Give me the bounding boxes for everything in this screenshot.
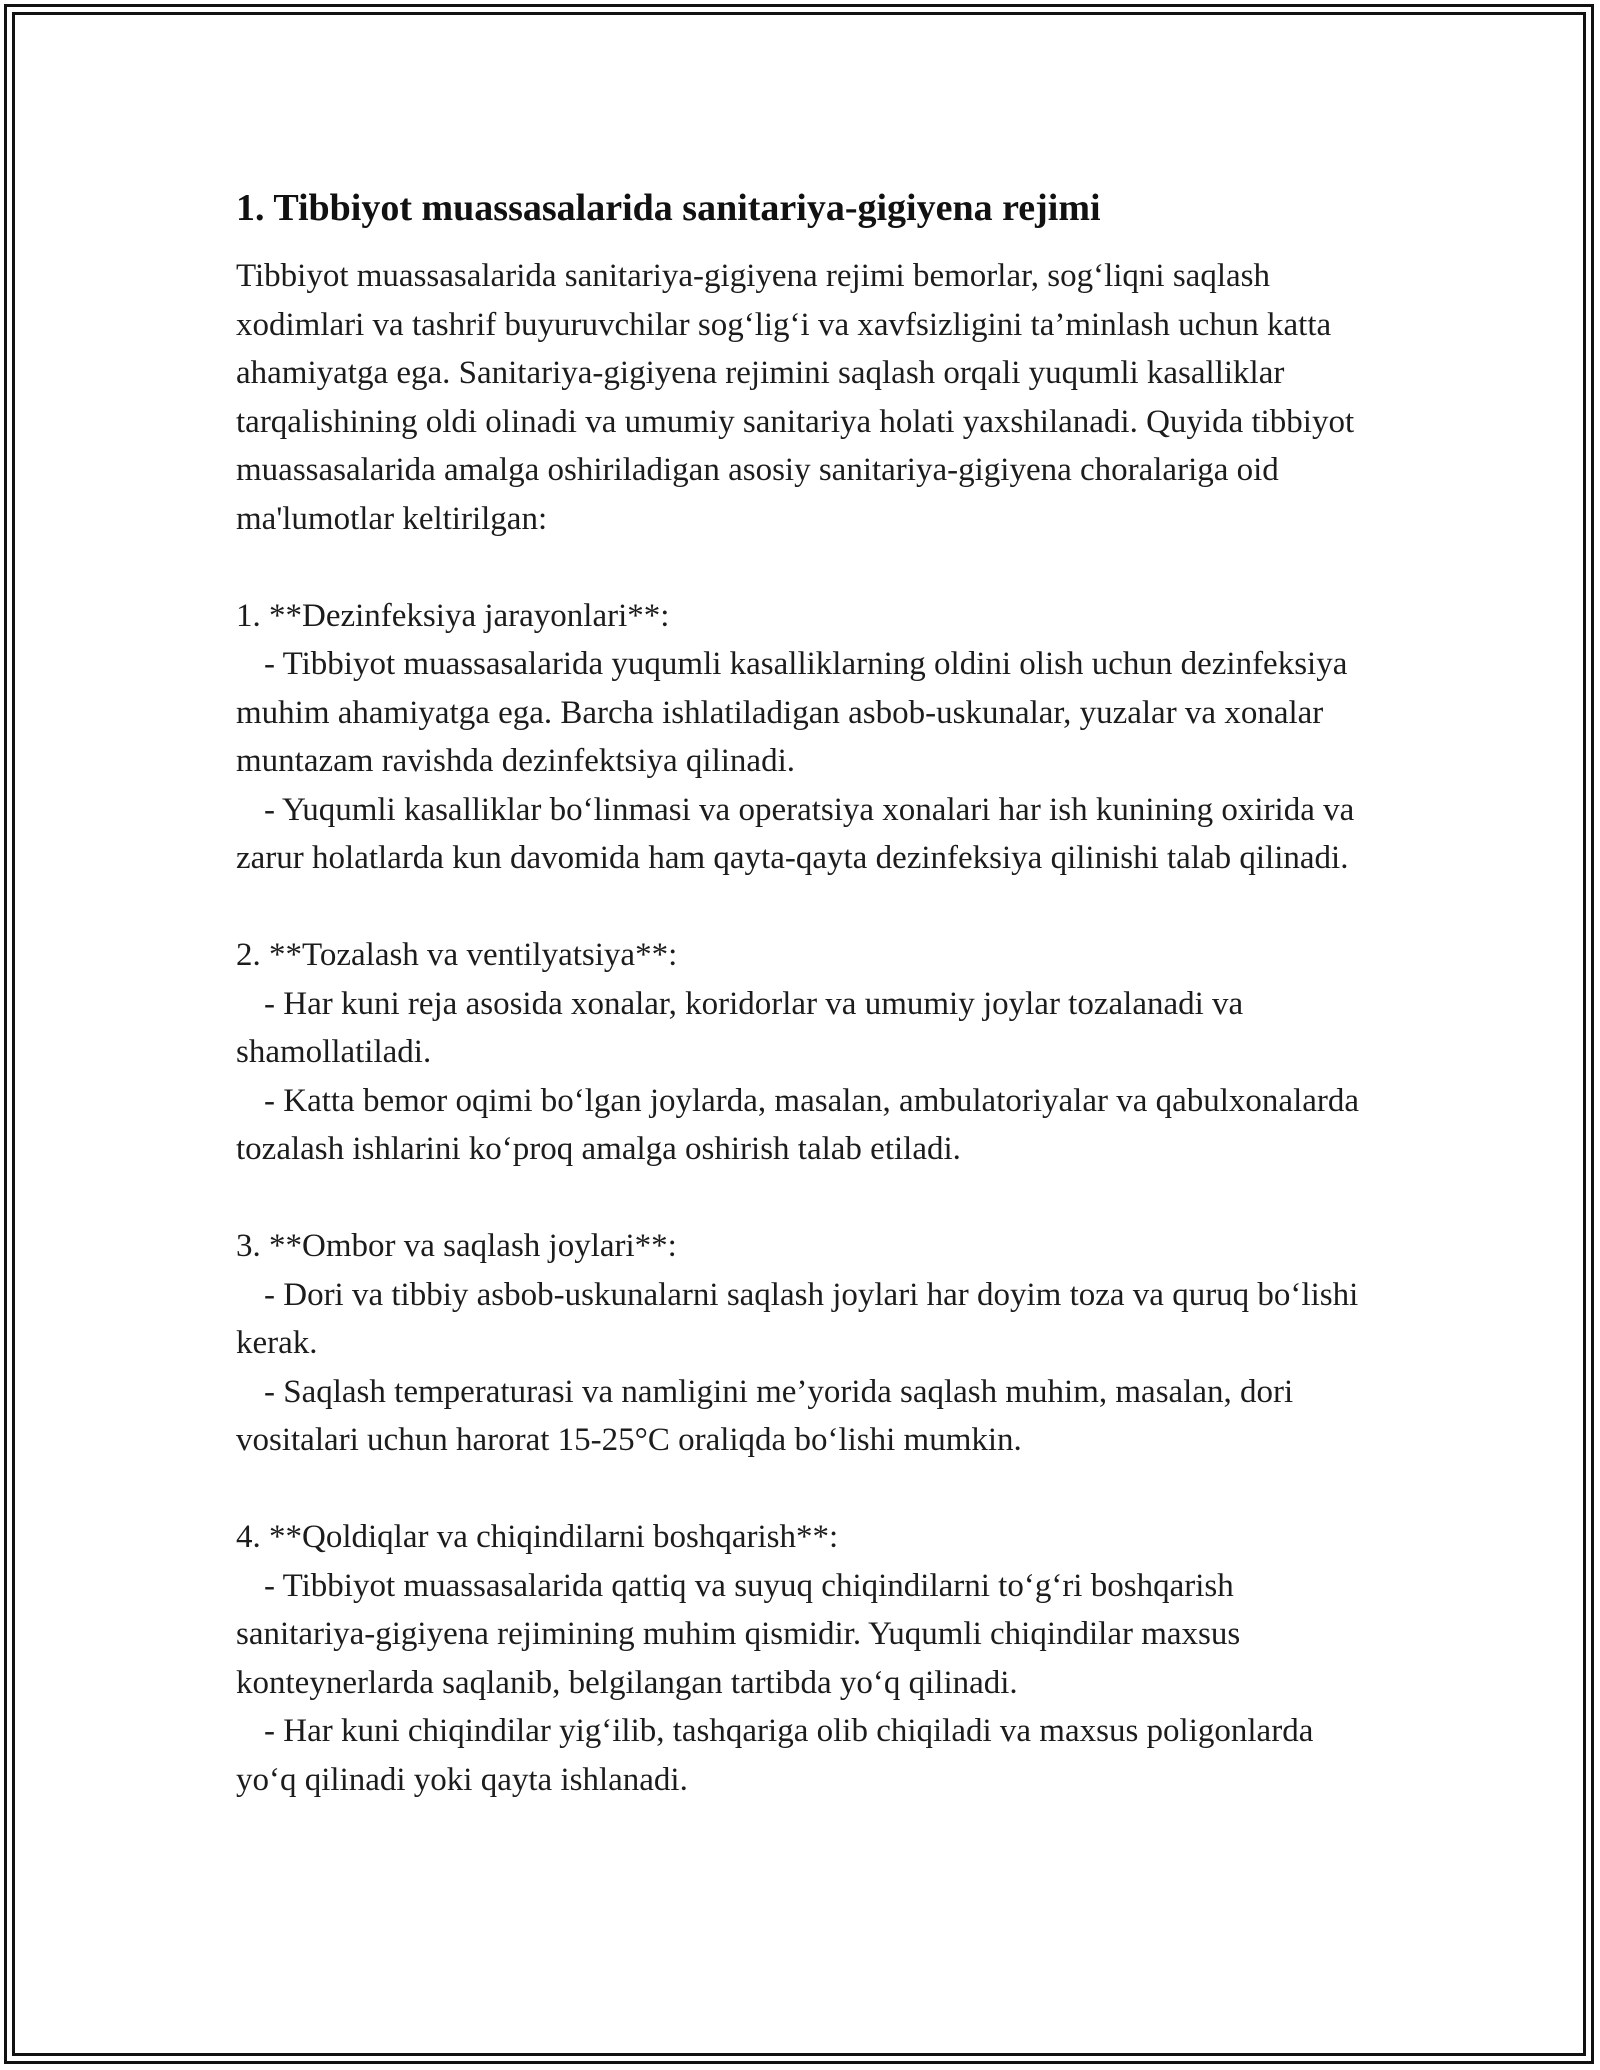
bullet-text: - Katta bemor oqimi bo‘lgan joylarda, masalan, ambulatoriyalar va qabulxonalarda tozalash ishlarini ko‘proq amalga oshirish talab etiladi. — [236, 1082, 1360, 1167]
section-heading: 4. **Qoldiqlar va chiqindilarni boshqarish**: — [236, 1519, 839, 1555]
bullet-item — [236, 1562, 1376, 1708]
document-title: 1. Tibbiyot muassasalarida sanitariya-gigiyena rejimi — [236, 187, 1101, 229]
bullet-text: - Har kuni reja asosida xonalar, koridorlar va umumiy joylar tozalanadi va shamollatiladi. — [236, 985, 1244, 1070]
bullet-item — [236, 1707, 1376, 1804]
section-heading: 3. **Ombor va saqlash joylari**: — [236, 1228, 677, 1264]
bullet-item — [236, 1077, 1376, 1174]
bullet-text: - Tibbiyot muassasalarida yuqumli kasalliklarning oldini olish uchun dezinfeksiya muhim ahamiyatga ega. Barcha ishlatiladigan asbob-uskunalar, yuzalar va xonalar muntazam ravishda dezinfektsiya qilinadi. — [236, 646, 1348, 779]
document-body — [236, 184, 1376, 1804]
bullet-text: - Saqlash temperaturasi va namligini me’yorida saqlash muhim, masalan, dori vositalari uchun harorat 15-25°C oraliqda bo‘lishi mumkin. — [236, 1373, 1294, 1458]
section-disinfection — [236, 592, 1376, 883]
section-cleaning — [236, 931, 1376, 1174]
bullet-text: - Tibbiyot muassasalarida qattiq va suyuq chiqindilarni to‘g‘ri boshqarish sanitariya-gigiyena rejimining muhim qismidir. Yuqumli chiqindilar maxsus konteynerlarda saqlanib, belgilangan tartibda yo‘q qilinadi. — [236, 1567, 1241, 1701]
bullet-text: - Har kuni chiqindilar yig‘ilib, tashqariga olib chiqiladi va maxsus poligonlarda yo‘q qilinadi yoki qayta ishlanadi. — [236, 1713, 1314, 1798]
bullet-item — [236, 786, 1376, 883]
intro-paragraph: Tibbiyot muassasalarida sanitariya-gigiyena rejimi bemorlar, sog‘liqni saqlash xodimlari va tashrif buyuruvchilar sog‘lig‘i va xavfsizligini ta’minlash uchun katta ahamiyatga ega. Sanitariya-gigiyena rejimini saqlash orqali yuqumli kasalliklar tarqalishining oldi olinadi va umumiy sanitariya holati yaxshilanadi. Quyida tibbiyot muassasalarida amalga oshiriladigan asosiy sanitariya-gigiyena choralariga oid ma'lumotlar keltirilgan: — [236, 258, 1355, 537]
section-heading: 1. **Dezinfeksiya jarayonlari**: — [236, 597, 670, 634]
section-waste — [236, 1513, 1376, 1804]
bullet-text: - Yuqumli kasalliklar bo‘linmasi va operatsiya xonalari har ish kunining oxirida va zarur holatlarda kun davomida ham qayta-qayta dezinfeksiya qilinishi talab qilinadi. — [236, 791, 1355, 876]
bullet-item — [236, 980, 1376, 1077]
bullet-item — [236, 1368, 1376, 1465]
section-storage — [236, 1222, 1376, 1465]
section-heading: 2. **Tozalash va ventilyatsiya**: — [236, 937, 678, 973]
bullet-item — [236, 1271, 1376, 1368]
bullet-item — [236, 640, 1376, 786]
bullet-text: - Dori va tibbiy asbob-uskunalarni saqlash joylari har doyim toza va quruq bo‘lishi kerak. — [236, 1276, 1359, 1361]
